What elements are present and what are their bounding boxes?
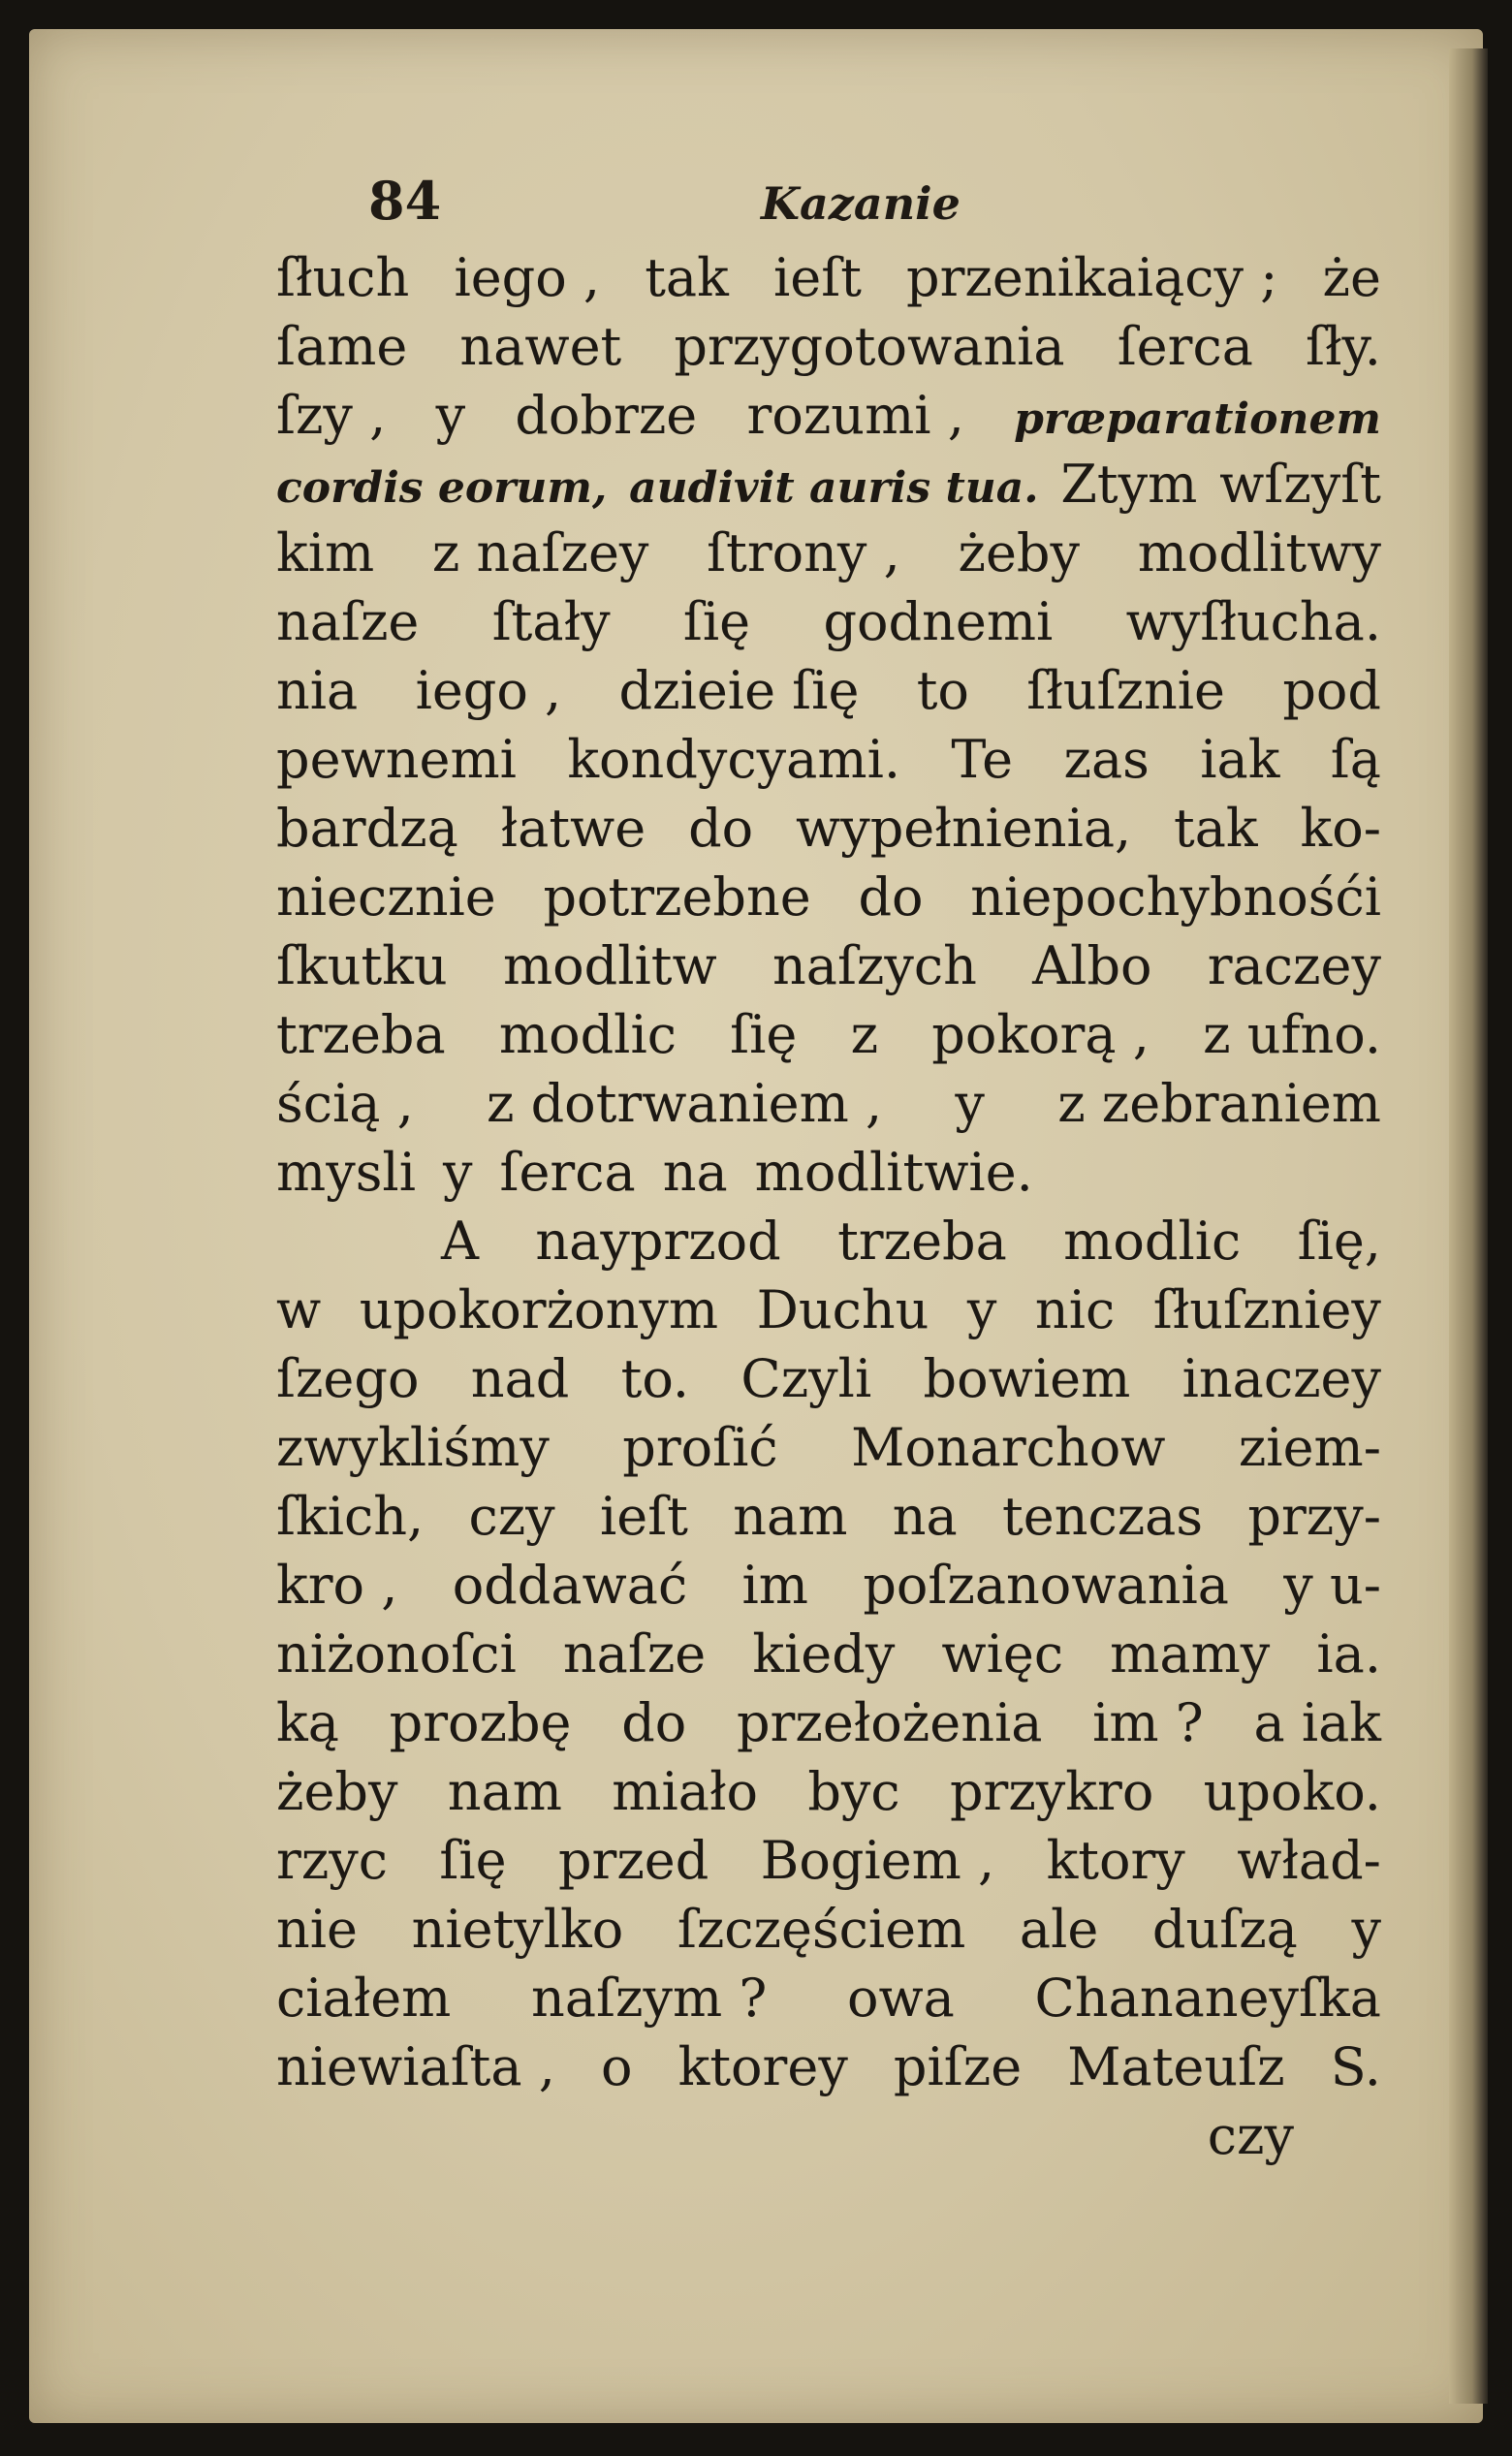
- word: wład-: [1237, 1830, 1381, 1891]
- word: zwykliśmy: [276, 1417, 550, 1478]
- word: proſić: [622, 1417, 778, 1478]
- body-text: [276, 247, 1381, 2174]
- word: ſzego: [276, 1348, 420, 1409]
- text-line: [276, 866, 1381, 935]
- word: a iak: [1253, 1692, 1381, 1753]
- text-line: [276, 935, 1381, 1004]
- word: ſłuch: [276, 247, 410, 308]
- word: y: [435, 385, 466, 446]
- word: ſkich,: [276, 1486, 425, 1547]
- word: nie: [276, 1899, 359, 1960]
- word: na: [662, 1142, 728, 1203]
- word: ſłuſzniey: [1152, 1279, 1381, 1340]
- word: tak: [645, 247, 729, 308]
- word: mamy: [1110, 1623, 1271, 1685]
- word: nad: [470, 1348, 570, 1409]
- word: inaczey: [1181, 1348, 1381, 1409]
- word: w: [276, 1279, 322, 1340]
- text-line: [276, 385, 1381, 454]
- word: iego ,: [415, 660, 562, 721]
- word: naſzych: [772, 935, 977, 996]
- word: niepochybnośći: [970, 866, 1381, 928]
- word: z: [850, 1004, 879, 1065]
- text-line: [276, 1004, 1381, 1073]
- word: upokorżonym: [359, 1279, 719, 1340]
- word: nam: [733, 1486, 848, 1547]
- page-number: 84: [368, 170, 442, 232]
- word: naſze: [276, 591, 420, 652]
- word: bardzą: [276, 798, 458, 859]
- word: z naſzey: [431, 522, 649, 583]
- word: ſkutku: [276, 935, 448, 996]
- text-line: [276, 1073, 1381, 1142]
- word: na: [892, 1486, 958, 1547]
- word: przygotowania: [674, 316, 1065, 377]
- word: cordis eorum,: [276, 463, 608, 513]
- word: Monarchow: [851, 1417, 1166, 1478]
- word: przy-: [1247, 1486, 1381, 1547]
- text-line: [276, 316, 1381, 385]
- word: nawet: [459, 316, 622, 377]
- word: więc: [941, 1623, 1064, 1685]
- word: rzyc: [276, 1830, 389, 1891]
- word: ia.: [1316, 1623, 1381, 1685]
- word: dzieie ſię: [618, 660, 860, 721]
- word: Chananeyſka: [1034, 1968, 1381, 2029]
- word: przed: [557, 1830, 709, 1891]
- word: ale: [1019, 1899, 1099, 1960]
- text-line: [276, 2036, 1381, 2105]
- word: kim: [276, 522, 375, 583]
- word: ſerca: [499, 1142, 636, 1203]
- word: tenczas: [1002, 1486, 1204, 1547]
- text-line: [276, 1417, 1381, 1486]
- word: Albo: [1032, 935, 1152, 996]
- text-line: [276, 1761, 1381, 1830]
- word: ko-: [1300, 798, 1381, 859]
- word: łatwe: [500, 798, 646, 859]
- word: y u-: [1283, 1555, 1381, 1616]
- word: niżonoſci: [276, 1623, 517, 1685]
- word: modlitw: [502, 935, 717, 996]
- word: żeby: [958, 522, 1080, 583]
- word: o: [601, 2036, 633, 2097]
- word: przenikaiący ;: [906, 247, 1278, 308]
- text-line: [276, 1142, 1381, 1211]
- word: ſzy ,: [276, 385, 387, 446]
- word: z zebraniem: [1057, 1073, 1381, 1134]
- word: ſię: [439, 1830, 507, 1891]
- text-line: [276, 522, 1381, 591]
- text-line: [276, 247, 1381, 316]
- word: raczey: [1207, 935, 1381, 996]
- word: iak: [1200, 729, 1280, 790]
- word: wypełnienia,: [796, 798, 1132, 859]
- page-edge: [1449, 48, 1488, 2404]
- word: byc: [807, 1761, 900, 1822]
- text-line: [276, 1279, 1381, 1348]
- word: A: [441, 1211, 479, 1272]
- word: potrzebne: [543, 866, 811, 928]
- word: piſze: [893, 2036, 1023, 2097]
- word: przełożenia: [736, 1692, 1043, 1753]
- text-line: [276, 1692, 1381, 1761]
- text-line: [276, 591, 1381, 660]
- word: præparationem: [1014, 394, 1381, 444]
- word: prozbę: [389, 1692, 572, 1753]
- text-line: [276, 1348, 1381, 1417]
- word: bowiem: [923, 1348, 1131, 1409]
- word: kro ,: [276, 1555, 398, 1616]
- word: przykro: [949, 1761, 1154, 1822]
- word: że: [1322, 247, 1381, 308]
- word: ſię: [730, 1004, 798, 1065]
- text-line: [276, 798, 1381, 866]
- word: naſze: [562, 1623, 707, 1685]
- word: ieſt: [772, 247, 862, 308]
- word: modlic: [1063, 1211, 1242, 1272]
- word: ſtrony ,: [707, 522, 900, 583]
- word: y: [966, 1279, 997, 1340]
- page-header: [0, 170, 1512, 247]
- word: miało: [612, 1761, 758, 1822]
- word: z dotrwaniem ,: [487, 1073, 883, 1134]
- word: ſą: [1330, 729, 1381, 790]
- word: kiedy: [752, 1623, 896, 1685]
- word: upoko.: [1203, 1761, 1381, 1822]
- word: pewnemi: [276, 729, 517, 790]
- word: modlic: [498, 1004, 677, 1065]
- text-line: [276, 454, 1381, 522]
- word: Czyli: [740, 1348, 872, 1409]
- word: rozumi ,: [746, 385, 964, 446]
- word: ſły.: [1305, 316, 1381, 377]
- word: S.: [1330, 2036, 1381, 2097]
- word: do: [621, 1692, 687, 1753]
- word: godnemi: [823, 591, 1054, 652]
- word: ſię: [682, 591, 751, 652]
- word: ką: [276, 1692, 339, 1753]
- word: im: [741, 1555, 808, 1616]
- word: ziem-: [1238, 1417, 1381, 1478]
- text-line: [276, 1623, 1381, 1692]
- word: dobrze: [515, 385, 698, 446]
- text-line: [276, 1486, 1381, 1555]
- word: żeby: [276, 1761, 398, 1822]
- word: ciałem: [276, 1968, 452, 2029]
- word: ſię,: [1297, 1211, 1381, 1272]
- word: mysli: [276, 1142, 416, 1203]
- word: y: [955, 1073, 985, 1134]
- word: Bogiem ,: [760, 1830, 995, 1891]
- word: wyſłucha.: [1125, 591, 1381, 652]
- word: owa: [846, 1968, 955, 2029]
- word: to.: [620, 1348, 690, 1409]
- word: to: [916, 660, 969, 721]
- word: Ztym: [1060, 454, 1198, 515]
- text-line: [276, 1555, 1381, 1623]
- word: pod: [1282, 660, 1381, 721]
- word: nia: [276, 660, 359, 721]
- word: iego ,: [454, 247, 601, 308]
- word: ſtały: [491, 591, 611, 652]
- word: Duchu: [756, 1279, 929, 1340]
- word: czy: [468, 1486, 555, 1547]
- word: y: [442, 1142, 473, 1203]
- word: trzeba: [276, 1004, 446, 1065]
- word: ſłuſznie: [1026, 660, 1225, 721]
- text-line: [276, 1968, 1381, 2036]
- text-line: [276, 660, 1381, 729]
- word: nayprzod: [535, 1211, 781, 1272]
- word: trzeba: [837, 1211, 1007, 1272]
- word: Mateuſz: [1067, 2036, 1285, 2097]
- word: nic: [1034, 1279, 1116, 1340]
- catchword: czy: [1207, 2105, 1294, 2166]
- word: ſame: [276, 316, 408, 377]
- word: do: [688, 798, 754, 859]
- text-line: [276, 1830, 1381, 1899]
- word: y: [1351, 1899, 1381, 1960]
- word: im ?: [1092, 1692, 1204, 1753]
- word: pokorą ,: [931, 1004, 1150, 1065]
- word: ſerca: [1117, 316, 1253, 377]
- word: modlitwy: [1137, 522, 1381, 583]
- word: Te: [951, 729, 1014, 790]
- word: ktory: [1046, 1830, 1185, 1891]
- word: ktorey: [677, 2036, 848, 2097]
- word: modlitwie.: [754, 1142, 1033, 1203]
- word: ieſt: [600, 1486, 688, 1547]
- text-line: [276, 1211, 1381, 1279]
- word: oddawać: [452, 1555, 688, 1616]
- word: poſzanowania: [863, 1555, 1229, 1616]
- word: wſzyſt: [1219, 454, 1381, 515]
- word: zas: [1063, 729, 1150, 790]
- text-line: [276, 1899, 1381, 1968]
- word: niecznie: [276, 866, 496, 928]
- word: nam: [447, 1761, 562, 1822]
- catchword-line: [276, 2105, 1381, 2174]
- word: ſzczęściem: [677, 1899, 966, 1960]
- word: do: [858, 866, 924, 928]
- running-head: Kazanie: [761, 177, 961, 230]
- word: duſzą: [1151, 1899, 1298, 1960]
- word: ścią ,: [276, 1073, 414, 1134]
- word: audivit auris tua.: [629, 463, 1039, 513]
- word: kondycyami.: [567, 729, 900, 790]
- word: niewiaſta ,: [276, 2036, 555, 2097]
- word: nietylko: [411, 1899, 624, 1960]
- word: tak: [1174, 798, 1258, 859]
- text-line: [276, 729, 1381, 798]
- word: naſzym ?: [531, 1968, 768, 2029]
- word: z ufno.: [1203, 1004, 1381, 1065]
